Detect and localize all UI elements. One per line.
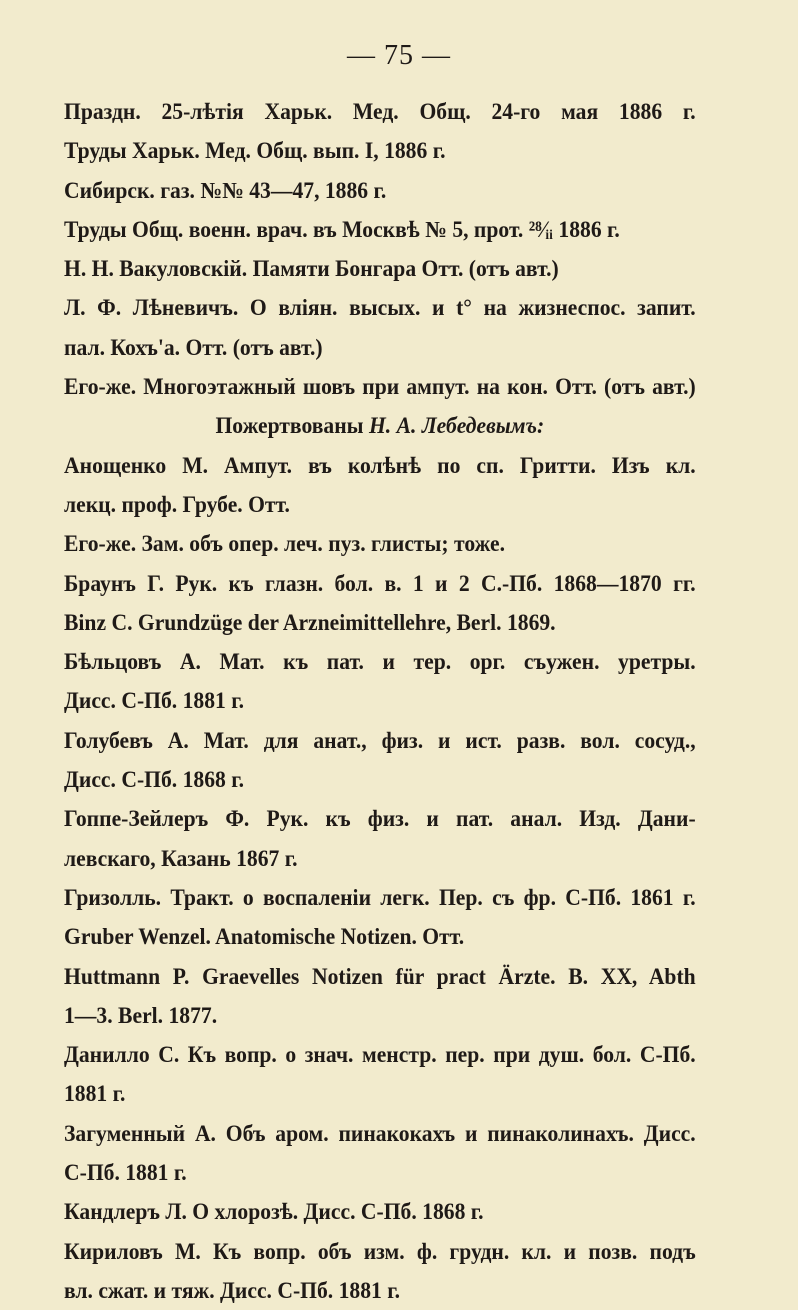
text-line: Труды Общ. военн. врач. въ Москвѣ № 5, прот. ²⁸⁄ᵢᵢ 1886 г. [64, 216, 620, 242]
text-line: лекц. проф. Грубе. Отт. [64, 491, 290, 517]
page-number: — 75 — [347, 40, 451, 71]
text-line: С-Пб. 1881 г. [64, 1160, 187, 1186]
text-line: Gruber Wenzel. Anatomische Notizen. Отт. [64, 924, 465, 950]
text-line: 1—3. Berl. 1877. [64, 1002, 218, 1028]
text-line: Кандлеръ Л. О хлорозѣ. Дисс. С-Пб. 1868 г. [64, 1199, 484, 1225]
text-line [64, 406, 696, 445]
text-line: Гризолль. Тракт. о воспаленіи легк. Пер. съ фр. С-Пб. 1861 г. [64, 884, 696, 910]
text-line: Бѣльцовъ А. Мат. къ пат. и тер. орг. съужен. уретры. [64, 649, 696, 675]
text-line: Браунъ Г. Рук. къ глазн. бол. в. 1 и 2 С.-Пб. 1868—1870 гг. [64, 570, 696, 596]
text-line: левскаго, Казань 1867 г. [64, 845, 298, 871]
text-line: Кириловъ М. Къ вопр. объ изм. ф. грудн. кл. и позв. подъ [64, 1238, 696, 1264]
text-line: вл. сжат. и тяж. Дисс. С-Пб. 1881 г. [64, 1277, 401, 1303]
text-line: Труды Харьк. Мед. Общ. вып. I, 1886 г. [64, 138, 446, 164]
text-line: Сибирск. газ. №№ 43—47, 1886 г. [64, 177, 387, 203]
text-line: Гоппе-Зейлеръ Ф. Рук. къ физ. и пат. анал. Изд. Дани- [64, 806, 696, 832]
text-line: Голубевъ А. Мат. для анат., физ. и ист. разв. вол. сосуд., [64, 727, 696, 753]
text-line: Л. Ф. Лѣневичъ. О вліян. высых. и t° на жизнеспос. запит. [64, 295, 696, 321]
text-block [64, 92, 736, 1310]
text-line: Его-же. Многоэтажный шовъ при ампут. на кон. Отт. (отъ авт.) [64, 374, 696, 400]
text-line-plain: Пожертвованы [215, 413, 369, 439]
text-line: Дисс. С-Пб. 1868 г. [64, 767, 245, 793]
text-line: Данилло С. Къ вопр. о знач. менстр. пер. при душ. бол. С-Пб. [64, 1042, 696, 1068]
text-line: Праздн. 25-лѣтія Харьк. Мед. Общ. 24-го мая 1886 г. [64, 99, 696, 124]
text-line: Загуменный А. Объ аром. пинакокахъ и пинаколинахъ. Дисс. [64, 1120, 696, 1146]
text-line-italic: Н. А. Лебедевымъ: [368, 413, 545, 439]
text-line: Huttmann P. Graevelles Notizen für pract Ärzte. B. XX, Abth [64, 963, 696, 989]
text-line: пал. Кохъ'а. Отт. (отъ авт.) [64, 334, 323, 360]
text-line: Его-же. Зам. объ опер. леч. пуз. глисты; тоже. [64, 531, 506, 557]
text-line: 1881 г. [64, 1081, 126, 1107]
text-line: Н. Н. Вакуловскій. Памяти Бонгара Отт. (отъ авт.) [64, 256, 559, 282]
text-line: Binz C. Grundzüge der Arzneimittellehre, Berl. 1869. [64, 609, 556, 635]
text-line: Дисс. С-Пб. 1881 г. [64, 688, 245, 714]
text-line: Анощенко М. Ампут. въ колѣнѣ по сп. Гритти. Изъ кл. [64, 452, 696, 478]
